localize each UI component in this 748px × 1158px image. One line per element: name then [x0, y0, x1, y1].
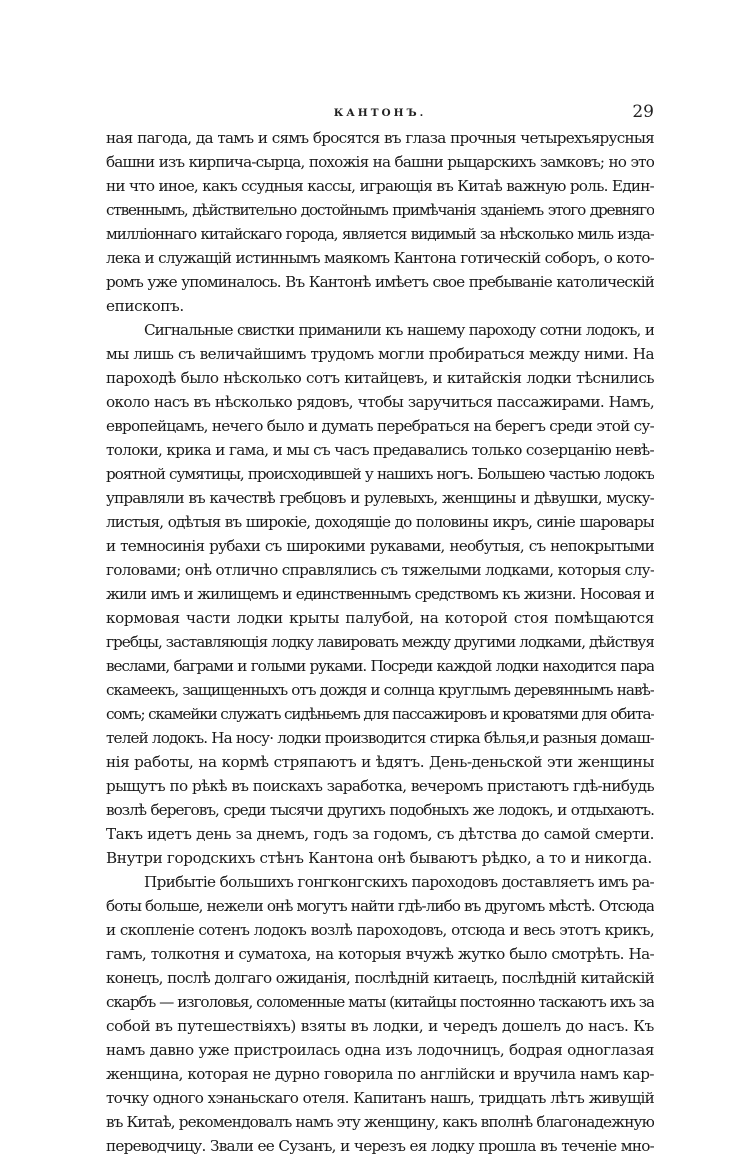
body-text — [106, 126, 654, 1158]
text-line: около насъ въ нѣсколько рядовъ, чтобы заручиться пассажирами. Намъ, — [106, 393, 654, 411]
text-line: лека и служащій истиннымъ маякомъ Кантона готическій соборъ, о кото- — [106, 249, 654, 267]
text-line: и темносинія рубахи съ широкими рукавами, необутыя, съ непокрытыми — [106, 537, 654, 555]
text-line: ни что иное, какъ ссудныя кассы, играющія въ Китаѣ важную роль. Един- — [106, 177, 654, 195]
text-line: ственнымъ, дѣйствительно достойнымъ примѣчанія зданіемъ этого древняго — [106, 201, 654, 219]
text-line: гамъ, толкотня и суматоха, на которыя вчужѣ жутко было смотрѣть. На- — [106, 945, 654, 963]
text-line: конецъ, послѣ долгаго ожиданія, послѣдній китаецъ, послѣдній китайскій — [106, 969, 654, 987]
text-line: въ Китаѣ, рекомендовалъ намъ эту женщину, какъ вполнѣ благонадежную — [106, 1113, 654, 1131]
text-line: и скопленіе сотенъ лодокъ возлѣ пароходовъ, отсюда и весь этотъ крикъ, — [106, 921, 654, 939]
text-line: Такъ идетъ день за днемъ, годъ за годомъ, съ дѣтства до самой смерти. — [106, 825, 654, 843]
text-line: веслами, баграми и голыми руками. Посреди каждой лодки находится пара — [106, 657, 654, 675]
text-line: милліоннаго китайскаго города, является видимый за нѣсколько миль изда- — [106, 225, 654, 243]
text-line: намъ давно уже пристроилась одна изъ лодочницъ, бодрая одноглазая — [106, 1041, 654, 1059]
text-line: листыя, одѣтыя въ широкіе, доходящіе до половины икръ, синіе шаровары — [106, 513, 654, 531]
text-line: епископъ. — [106, 297, 184, 315]
text-line: башни изъ кирпича-сырца, похожія на башни рыцарскихъ замковъ; но это — [106, 153, 654, 171]
text-line: ромъ уже упоминалось. Въ Кантонѣ имѣетъ свое пребываніе католическій — [106, 273, 654, 291]
text-line: рыщутъ по рѣкѣ въ поискахъ заработка, вечеромъ пристаютъ гдѣ-нибудь — [106, 777, 654, 795]
text-line: собой въ путешествіяхъ) взяты въ лодки, и чередъ дошелъ до насъ. Къ — [106, 1017, 654, 1035]
text-line: скамеекъ, защищенныхъ отъ дождя и солнца круглымъ деревяннымъ навѣ- — [106, 681, 654, 699]
text-line: управляли въ качествѣ гребцовъ и рулевыхъ, женщины и дѣвушки, муску- — [106, 489, 654, 507]
text-line: сомъ; скамейки служатъ сидѣньемъ для пассажировъ и кроватями для обита- — [106, 705, 654, 723]
text-line: роятной сумятицы, происходившей у нашихъ ногъ. Большею частью лодокъ — [106, 465, 654, 483]
text-line: возлѣ береговъ, среди тысячи другихъ подобныхъ же лодокъ, и отдыхаютъ. — [106, 801, 654, 819]
text-line: гребцы, заставляющія лодку лавировать между другими лодками, дѣйствуя — [106, 633, 654, 651]
text-line: Внутри городскихъ стѣнъ Кантона онѣ бываютъ рѣдко, а то и никогда. — [106, 849, 652, 867]
text-line: Прибытіе большихъ гонгконгскихъ пароходовъ доставляетъ имъ ра- — [144, 873, 654, 891]
text-line: Сигнальные свистки приманили къ нашему пароходу сотни лодокъ, и — [144, 321, 654, 339]
text-line: скарбъ — изголовья, соломенные маты (китайцы постоянно таскаютъ ихъ за — [106, 993, 654, 1011]
text-line: европейцамъ, нечего было и думать перебраться на берегъ среди этой су- — [106, 417, 654, 435]
text-line: переводчицу. Звали ее Сузанъ, и черезъ ея лодку прошла въ теченіе мно- — [106, 1137, 654, 1155]
text-line: нія работы, на кормѣ стряпаютъ и ѣдятъ. День-деньской эти женщины — [106, 753, 654, 771]
text-line: головами; онѣ отлично справлялись съ тяжелыми лодками, которыя слу- — [106, 561, 654, 579]
page-number: 29 — [632, 102, 654, 122]
text-line: боты больше, нежели онѣ могутъ найти гдѣ-либо въ другомъ мѣстѣ. Отсюда — [106, 897, 654, 915]
text-line: ная пагода, да тамъ и сямъ бросятся въ глаза прочныя четырехъярусныя — [106, 129, 654, 147]
running-title: КАНТОНЪ. — [333, 107, 427, 119]
text-line: жили имъ и жилищемъ и единственнымъ средствомъ къ жизни. Носовая и — [106, 585, 654, 603]
text-line: мы лишь съ величайшимъ трудомъ могли пробираться между ними. На — [106, 345, 654, 363]
text-line: пароходѣ было нѣсколько сотъ китайцевъ, и китайскія лодки тѣснились — [106, 369, 654, 387]
page-header — [106, 102, 654, 124]
text-line: кормовая части лодки крыты палубой, на которой стоя помѣщаются — [106, 609, 654, 627]
text-line: точку одного хэнаньскаго отеля. Капитанъ нашъ, тридцать лѣтъ живущій — [106, 1089, 654, 1107]
text-line: женщина, которая не дурно говорила по англійски и вручила намъ кар- — [106, 1065, 654, 1083]
text-line: телей лодокъ. На носу· лодки производится стирка бѣлья,и разныя домаш- — [106, 729, 654, 747]
text-line: толоки, крика и гама, и мы съ часъ предавались только созерцанію невѣ- — [106, 441, 654, 459]
